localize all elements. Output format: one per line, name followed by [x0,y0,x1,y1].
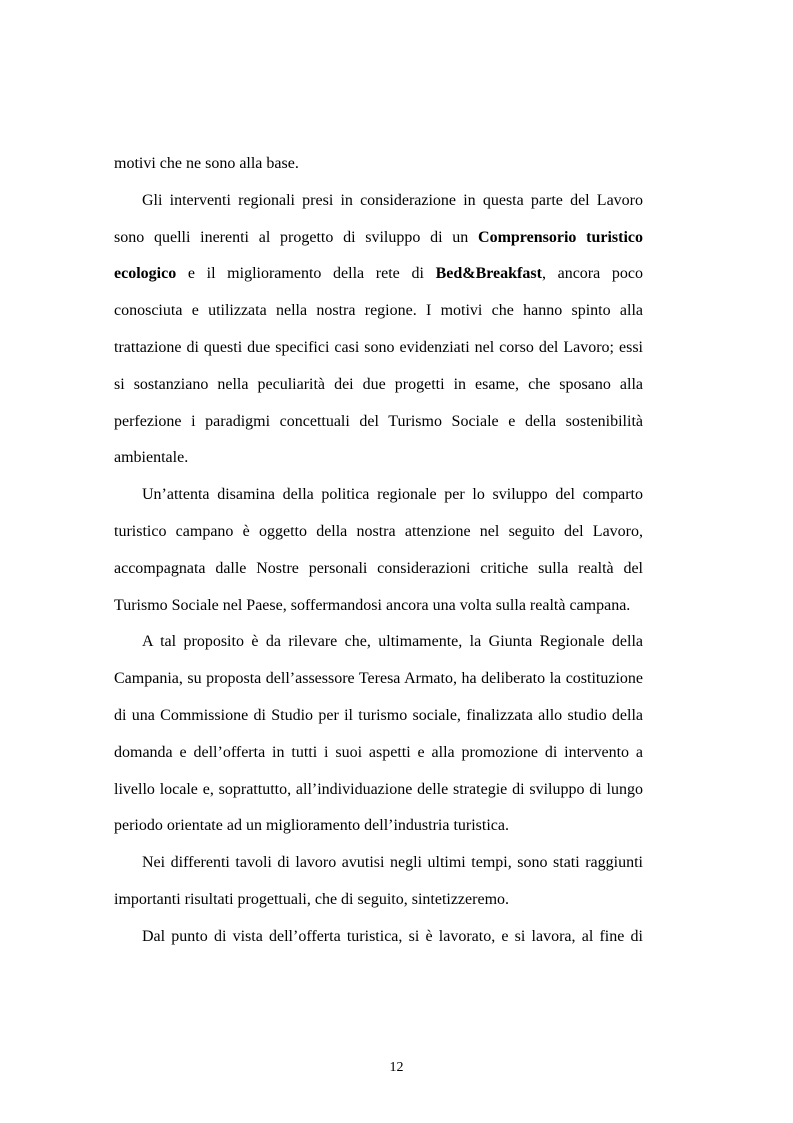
paragraph-2-text-3: , ancora poco conosciuta e utilizzata nella nostra regione. I motivi che hanno spinto alla trattazione di questi due specifici casi sono evidenziati nel corso del Lavoro; essi si sostanziano nella peculiarità dei due progetti in esame, che sposano alla perfezione i paradigmi concettuali del Turismo Sociale e della sostenibilità ambientale. [114,265,643,467]
paragraph-1: motivi che ne sono alla base. [114,155,299,172]
paragraph-2 [114,183,643,477]
bold-term-comprensorio: Comprensorio turistico ecologico [114,228,643,283]
paragraph-3: Un’attenta disamina della politica regionale per lo sviluppo del comparto turistico campano è oggetto della nostra attenzione nel seguito del Lavoro, accompagnata dalle Nostre personali considerazioni critiche sulla realtà del Turismo Sociale nel Paese, soffermandosi ancora una volta sulla realtà campana. [114,486,643,614]
paragraph-5: Nei differenti tavoli di lavoro avutisi negli ultimi tempi, sono stati raggiunti importanti risultati progettuali, che di seguito, sintetizzeremo. [114,854,643,908]
paragraph-4: A tal proposito è da rilevare che, ultimamente, la Giunta Regionale della Campania, su proposta dell’assessore Teresa Armato, ha deliberato la costituzione di una Commissione di Studio per il turismo sociale, finalizzata allo studio della domanda e dell’offerta in tutti i suoi aspetti e alla promozione di intervento a livello locale e, soprattutto, all’individuazione delle strategie di sviluppo di lungo periodo orientate ad un miglioramento dell’industria turistica. [114,633,643,835]
paragraph-2-text-2: e il miglioramento della rete di [176,265,436,283]
body-text [114,146,643,956]
paragraph-6: Dal punto di vista dell’offerta turistica, si è lavorato, e si lavora, al fine di [142,927,643,945]
bold-term-bed-breakfast: Bed&Breakfast [435,265,542,283]
page-number: 12 [389,1060,404,1075]
paragraph-2-text-1: Gli interventi regionali presi in considerazione in questa parte del Lavoro sono quelli inerenti al progetto di sviluppo di un [114,191,643,246]
